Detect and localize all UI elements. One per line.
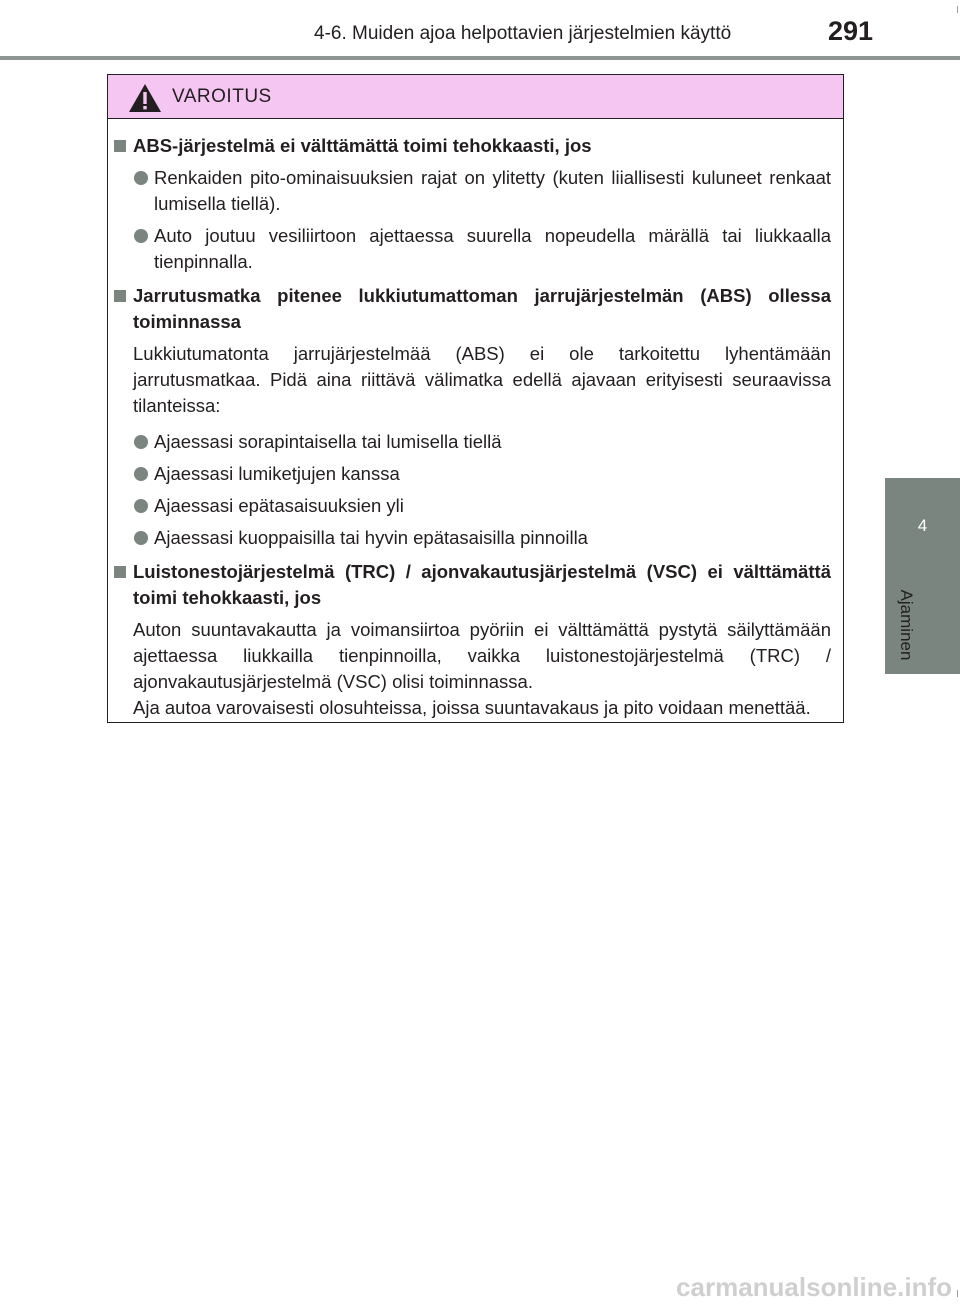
list-item-text: Ajaessasi kuoppaisilla tai hyvin epätasaisilla pinnoilla <box>154 527 588 548</box>
warning-content <box>108 133 845 721</box>
list-item <box>108 165 845 217</box>
list-item <box>108 223 845 275</box>
warning-header <box>108 75 843 119</box>
circle-bullet-icon <box>134 467 148 481</box>
circle-bullet-icon <box>134 229 148 243</box>
warning-box <box>107 74 844 723</box>
circle-bullet-icon <box>134 171 148 185</box>
list-item <box>108 429 845 455</box>
section-heading-text: ABS-järjestelmä ei välttämättä toimi tehokkaasti, jos <box>133 135 592 156</box>
list-item <box>108 493 845 519</box>
section-heading-text: Luistonestojärjestelmä (TRC) / ajonvakautusjärjestelmä (VSC) ei välttämättä toimi tehokkaasti, jos <box>133 561 831 608</box>
watermark: carmanualsonline.info <box>676 1272 952 1302</box>
section-paragraph: Auton suuntavakautta ja voimansiirtoa pyöriin ei välttämättä pystytä säilyttämään ajettaessa liukkailla tienpinnoilla, vaikka luistonestojärjestelmä (TRC) / ajonvakautusjärjestelmä (VSC) olisi toiminnassa. <box>133 619 831 692</box>
section-heading <box>108 559 845 611</box>
warning-triangle-icon <box>128 83 162 113</box>
page-number: 291 <box>828 16 874 46</box>
chapter-number: 4 <box>917 516 928 535</box>
circle-bullet-icon <box>134 499 148 513</box>
section-heading-text: Jarrutusmatka pitenee lukkiutumattoman jarrujärjestelmän (ABS) ollessa toiminnassa <box>133 285 831 332</box>
warning-title: VAROITUS <box>172 86 272 107</box>
square-bullet-icon <box>114 566 126 578</box>
section-paragraph: Aja autoa varovaisesti olosuhteissa, joissa suuntavakaus ja pito voidaan menettää. <box>133 697 811 718</box>
list-item <box>108 461 845 487</box>
chapter-label <box>886 580 926 670</box>
edge-tick <box>957 6 958 13</box>
section-heading <box>108 133 845 159</box>
header-rule <box>0 56 960 60</box>
square-bullet-icon <box>114 140 126 152</box>
square-bullet-icon <box>114 290 126 302</box>
list-item-text: Auto joutuu vesiliirtoon ajettaessa suurella nopeudella märällä tai liukkaalla tienpinnalla. <box>154 225 831 272</box>
list-item-text: Renkaiden pito-ominaisuuksien rajat on ylitetty (kuten liiallisesti kuluneet renkaat lumisella tiellä). <box>154 167 831 214</box>
circle-bullet-icon <box>134 531 148 545</box>
circle-bullet-icon <box>134 435 148 449</box>
section-heading <box>108 283 845 335</box>
section-paragraph: Lukkiutumatonta jarrujärjestelmää (ABS) ei ole tarkoitettu lyhentämään jarrutusmatkaa. Pidä aina riittävä välimatka edellä ajavaan erityisesti seuraavissa tilanteissa: <box>133 343 831 416</box>
chapter-label-text: Ajaminen <box>897 589 916 661</box>
list-item-text: Ajaessasi lumiketjujen kanssa <box>154 463 400 484</box>
list-item-text: Ajaessasi epätasaisuuksien yli <box>154 495 404 516</box>
list-item-text: Ajaessasi sorapintaisella tai lumisella tiellä <box>154 431 502 452</box>
header-title: 4-6. Muiden ajoa helpottavien järjestelmien käyttö <box>314 23 732 44</box>
list-item <box>108 525 845 551</box>
